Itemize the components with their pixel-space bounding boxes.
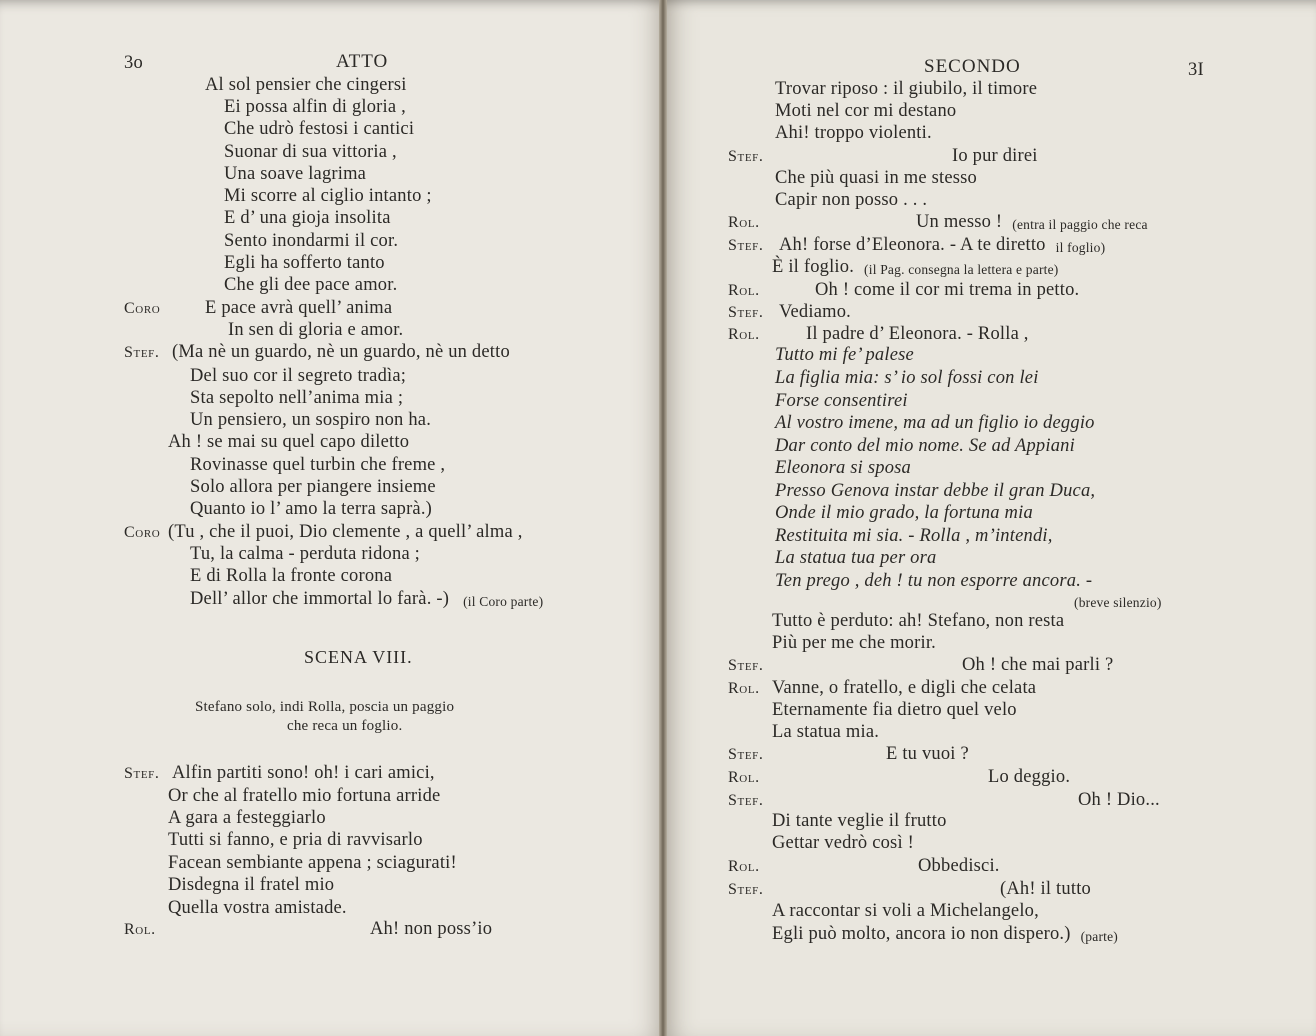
verse-line: Io pur direi [952,146,1038,166]
verse-line: La statua tua per ora [775,548,937,568]
verse-line: Moti nel cor mi destano [775,101,957,121]
verse-line: Ah! non poss’io [370,919,493,939]
stage-direction: (il Pag. consegna la lettera e parte) [864,262,1059,277]
verse-line: Lo deggio. [988,767,1071,787]
verse-line: Solo allora per piangere insieme [190,477,436,497]
verse-line: Oh ! che mai parli ? [962,655,1114,675]
verse-line: Rovinasse quel turbin che freme , [190,455,446,475]
verse-line: E tu vuoi ? [886,744,969,764]
verse-line: Tutto è perduto: ah! Stefano, non resta [772,611,1065,631]
speaker-name: Stef. [728,148,764,165]
verse-line: Egli può molto, ancora io non dispero.) [772,924,1071,944]
speaker-name: Rol. [728,214,760,231]
verse-line: Eternamente fia dietro quel velo [772,700,1017,720]
verse-line: Il padre d’ Eleonora. - Rolla , [806,324,1029,344]
verse-line: Mi scorre al ciglio intanto ; [224,186,432,206]
speaker-name: Rol. [728,680,760,697]
verse-line: E di Rolla la fronte corona [190,566,393,586]
verse-line: Quella vostra amistade. [168,898,347,918]
verse-line: Dell’ allor che immortal lo farà. -) [190,589,450,609]
speaker-name: Stef. [124,344,160,361]
verse-line: Al sol pensier che cingersi [205,75,407,95]
verse-line: A gara a festeggiarlo [168,808,326,828]
verse-line: È il foglio. [772,257,855,277]
scene-description-line-2: che reca un foglio. [287,718,403,734]
verse-line: Egli ha sofferto tanto [224,253,385,273]
verse-line: Al vostro imene, ma ad un figlio io deggio [775,413,1095,433]
running-head-left: ATTO [336,51,389,72]
speaker-name: Stef. [728,237,764,254]
stage-direction: (entra il paggio che reca [1012,217,1148,232]
verse-line: Di tante veglie il frutto [772,811,947,831]
verse-line: In sen di gloria e amor. [228,320,404,340]
verse-line: Che gli dee pace amor. [224,275,398,295]
scene-description-line-1: Stefano solo, indi Rolla, poscia un paggio [195,699,455,715]
verse-line: Vanne, o fratello, e digli che celata [772,678,1037,698]
verse-line: (Ma nè un guardo, nè un guardo, nè un detto [172,342,510,362]
speaker-name: Rol. [728,282,760,299]
verse-line: Un messo ! [916,212,1003,232]
verse-line: Eleonora si sposa [775,458,911,478]
speaker-name: Stef. [124,765,160,782]
book-gutter [659,0,667,1036]
verse-line: Obbedisci. [918,856,1000,876]
speaker-name: Stef. [728,304,764,321]
verse-line: Oh ! come il cor mi trema in petto. [815,280,1080,300]
verse-line: Trovar riposo : il giubilo, il timore [775,79,1038,99]
speaker-name: Rol. [124,921,156,938]
verse-line: Tu, la calma - perduta ridona ; [190,544,421,564]
verse-line: Forse consentirei [775,391,908,411]
speaker-name: Stef. [728,792,764,809]
speaker-name: Rol. [728,858,760,875]
verse-line: Presso Genova instar debbe il gran Duca, [775,481,1096,501]
verse-line: Ten prego , deh ! tu non esporre ancora. - [775,571,1093,591]
verse-line: Tutti si fanno, e pria di ravvisarlo [168,830,423,850]
verse-line: Ei possa alfin di gloria , [224,97,406,117]
verse-line: Restituita mi sia. - Rolla , m’intendi, [775,526,1053,546]
verse-line: Tutto mi fe’ palese [775,345,914,365]
stage-direction: il foglio) [1055,240,1106,255]
verse-line: E d’ una gioja insolita [224,208,391,228]
verse-line: Che udrò festosi i cantici [224,119,415,139]
verse-line: Più per me che morir. [772,633,936,653]
speaker-name: Stef. [728,881,764,898]
verse-line: Gettar vedrò così ! [772,833,914,853]
speaker-name: Stef. [728,657,764,674]
verse-line: Capir non posso . . . [775,190,928,210]
stage-direction: (parte) [1080,929,1118,944]
speaker-name: Stef. [728,746,764,763]
verse-line: (Tu , che il puoi, Dio clemente , a quell’ alma , [168,522,523,542]
verse-line: Alfin partiti sono! oh! i cari amici, [172,763,435,783]
verse-line: La figlia mia: s’ io sol fossi con lei [775,368,1039,388]
verse-line: Oh ! Dio... [1078,790,1160,810]
speaker-name: Rol. [728,326,760,343]
speaker-name: Coro [124,524,161,541]
verse-line: Che più quasi in me stesso [775,168,978,188]
verse-line: Quanto io l’ amo la terra saprà.) [190,499,433,519]
verse-line: La statua mia. [772,722,880,742]
speaker-name: Rol. [728,769,760,786]
speaker-name: Coro [124,300,161,317]
page-number-left: 3o [124,53,143,73]
verse-line: Un pensiero, un sospiro non ha. [190,410,432,430]
verse-line: (breve silenzio) [1074,595,1162,610]
running-head-right: SECONDO [924,56,1021,77]
stage-direction: (il Coro parte) [463,594,544,609]
verse-line: Dar conto del mio nome. Se ad Appiani [775,436,1075,456]
verse-line: (Ah! il tutto [1000,879,1091,899]
verse-line: Del suo cor il segreto tradìa; [190,366,407,386]
verse-line: Ahi! troppo violenti. [775,123,932,143]
verse-line: Ah ! se mai su quel capo diletto [168,432,410,452]
verse-line: Ah! forse d’Eleonora. - A te diretto [779,235,1046,255]
page-number-right: 3I [1188,60,1204,80]
verse-line: Sta sepolto nell’anima mia ; [190,388,404,408]
verse-line: Una soave lagrima [224,164,367,184]
scene-title: SCENA VIII. [304,647,413,667]
verse-line: Suonar di sua vittoria , [224,142,397,162]
verse-line: Sento inondarmi il cor. [224,231,399,251]
verse-line: Vediamo. [779,302,851,322]
verse-line: Onde il mio grado, la fortuna mia [775,503,1033,523]
verse-line: Or che al fratello mio fortuna arride [168,786,441,806]
verse-line: A raccontar si voli a Michelangelo, [772,901,1039,921]
verse-line: Facean sembiante appena ; sciagurati! [168,853,457,873]
verse-line: Disdegna il fratel mio [168,875,335,895]
verse-line: E pace avrà quell’ anima [205,298,393,318]
